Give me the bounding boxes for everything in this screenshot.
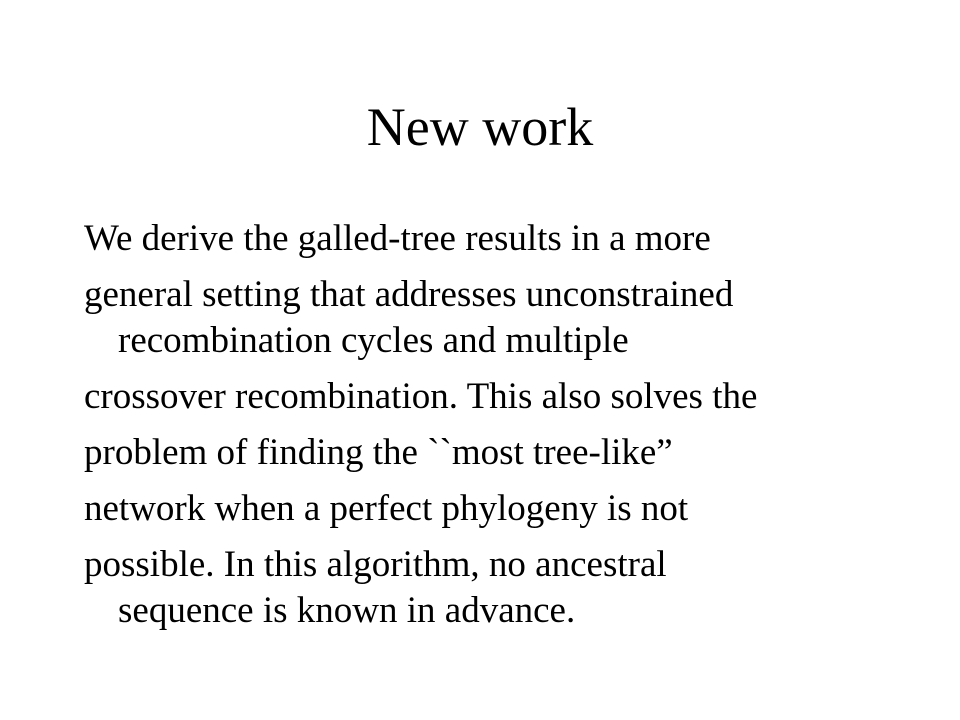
body-line: possible. In this algorithm, no ancestral <box>84 544 667 585</box>
body-line: We derive the galled-tree results in a more <box>84 218 711 259</box>
body-line-continuation: recombination cycles and multiple <box>118 320 629 361</box>
body-line-continuation: sequence is known in advance. <box>118 590 576 631</box>
body-line: crossover recombination. This also solves the <box>84 376 758 417</box>
body-line: general setting that addresses unconstrained <box>84 274 734 315</box>
body-line: network when a perfect phylogeny is not <box>84 488 689 529</box>
slide-title: New work <box>366 97 594 157</box>
body-line: problem of finding the ``most tree-like” <box>84 432 673 473</box>
